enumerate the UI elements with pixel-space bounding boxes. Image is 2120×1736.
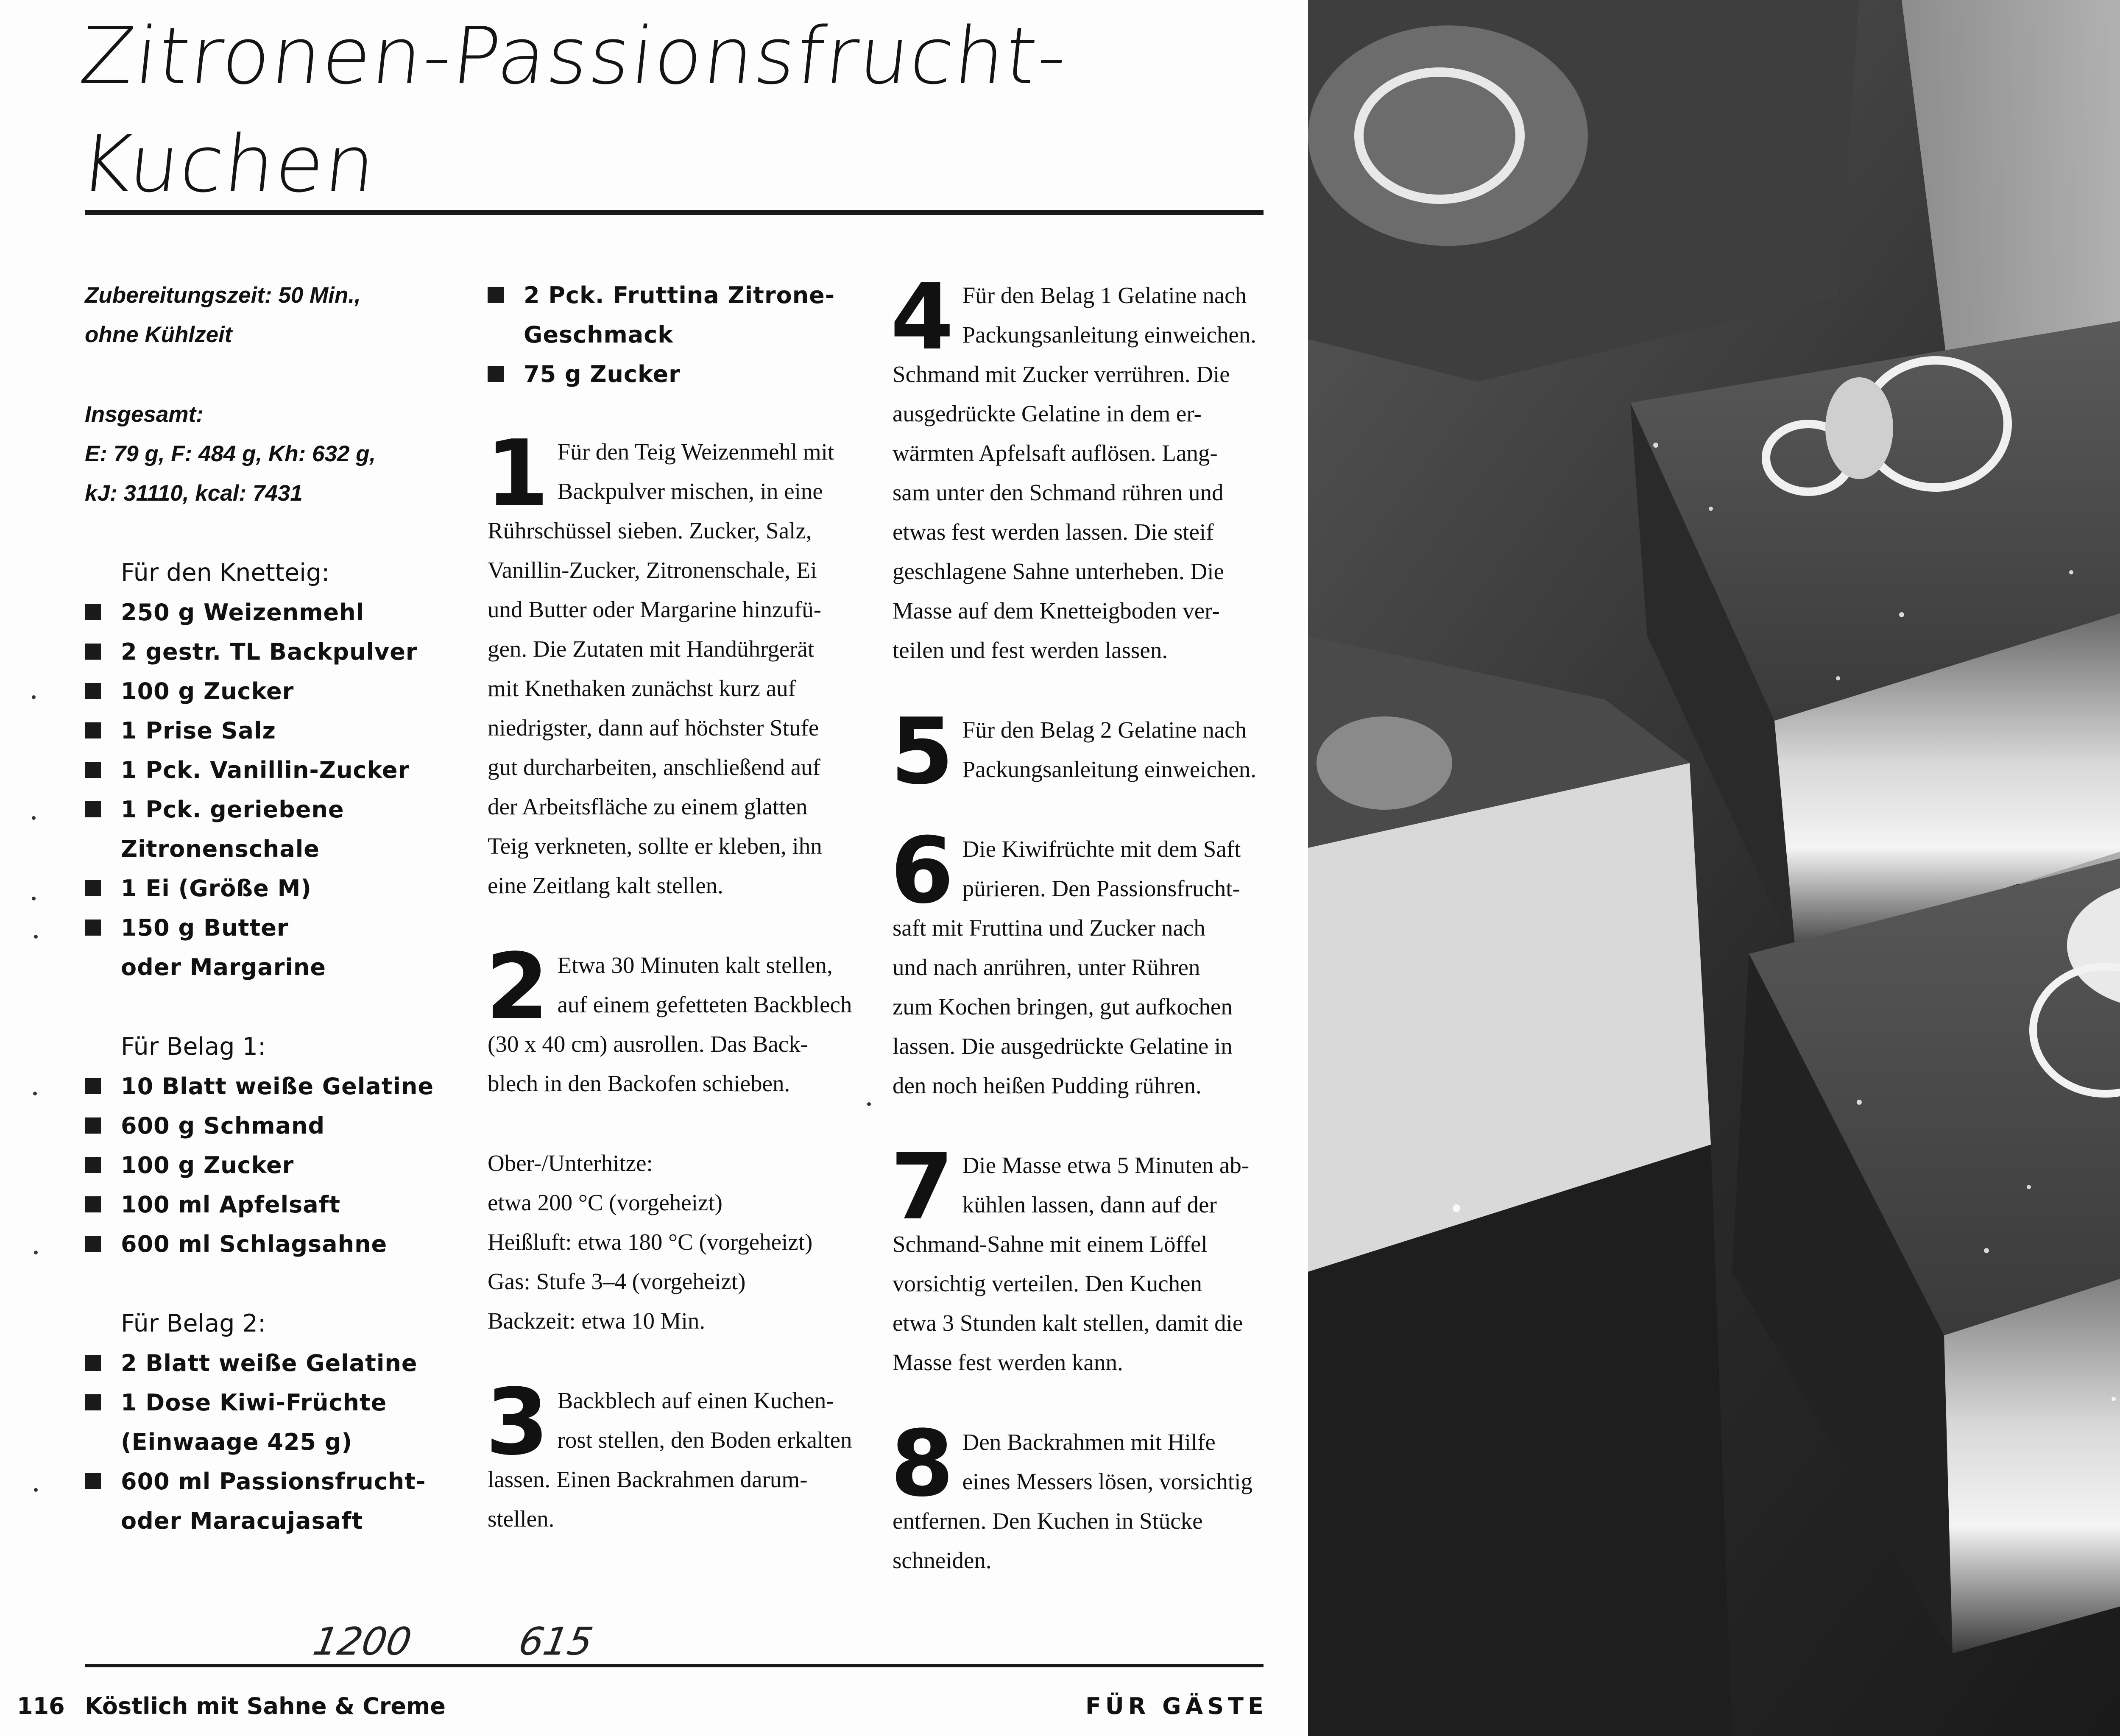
step-text-line: entfernen. Den Kuchen in Stücke [893, 1508, 1203, 1534]
ingredient-text: 100 g Zucker [121, 1152, 294, 1179]
step-text-line: Die Kiwifrüchte mit dem Saft [962, 836, 1241, 862]
ingredient-item [85, 908, 466, 987]
bullet-square-icon [85, 801, 101, 817]
step-text-line: gut durcharbeiten, anschließend auf [488, 754, 820, 780]
step-text-line: Masse auf dem Knetteigboden ver- [893, 598, 1220, 624]
steps-column-right [890, 264, 1274, 1620]
bullet-square-icon [85, 604, 101, 620]
step-text-line: sam unter den Schmand rühren und [893, 479, 1224, 505]
ingredient-group-heading: Für Belag 2: [121, 1310, 266, 1338]
step-text-line: etwas fest werden lassen. Die steif [893, 519, 1214, 545]
step-text-line: (30 x 40 cm) ausrollen. Das Back- [488, 1031, 809, 1057]
ingredient-item [85, 1067, 466, 1106]
ingredient-item [85, 672, 466, 711]
ingredient-text: 1 Pck. geriebene [121, 796, 344, 823]
nutrition-energy: kJ: 31110, kcal: 7431 [85, 481, 303, 506]
ingredient-text: 2 Blatt weiße Gelatine [121, 1350, 418, 1377]
step-text-line: zum Kochen bringen, gut aufkochen [893, 994, 1233, 1020]
ingredient-text: 2 Pck. Fruttina Zitrone- [524, 282, 835, 309]
step-8 [890, 1410, 1274, 1580]
step-text-line: Rührschüssel sieben. Zucker, Salz, [488, 518, 812, 543]
step-text-line: wärmten Apfelsaft auflösen. Lang- [893, 440, 1218, 466]
ingredient-item [85, 1462, 466, 1541]
step-text-line: saft mit Fruttina und Zucker nach [893, 915, 1205, 941]
step-text-line: mit Knethaken zunächst kurz auf [488, 675, 796, 701]
oven-line: etwa 200 °C (vorgeheizt) [488, 1190, 723, 1215]
ingredient-list [85, 1067, 466, 1264]
scan-speck [32, 695, 36, 699]
ingredients-column [85, 276, 466, 1541]
step-text-line: stellen. [488, 1506, 555, 1532]
step-text-line: eine Zeitlang kalt stellen. [488, 872, 723, 898]
step-3 [485, 1369, 869, 1538]
ingredient-list [85, 593, 466, 987]
step-7 [890, 1134, 1274, 1382]
bullet-square-icon [85, 1355, 101, 1371]
step-text-line: Packungsanleitung einweichen. [962, 756, 1257, 782]
step-text-line: Schmand mit Zucker verrühren. Die [893, 361, 1230, 387]
prep-time: Zubereitungszeit: 50 Min., [85, 283, 361, 308]
ingredient-item [85, 750, 466, 790]
ingredient-text: 600 ml Schlagsahne [121, 1231, 388, 1257]
step-text-line: vorsichtig verteilen. Den Kuchen [893, 1271, 1202, 1296]
step-text-line: etwa 3 Stunden kalt stellen, damit die [893, 1310, 1243, 1336]
ingredient-text: 250 g Weizenmehl [121, 599, 365, 626]
footer-rule [85, 1664, 1264, 1667]
step-1 [485, 420, 869, 905]
oven-line: Heißluft: etwa 180 °C (vorgeheizt) [488, 1229, 813, 1255]
ingredient-item [85, 593, 466, 632]
step-text-line: und nach anrühren, unter Rühren [893, 954, 1200, 980]
steps-block-3 [890, 264, 1274, 1580]
bullet-square-icon [488, 366, 504, 382]
step-text-line: und Butter oder Margarine hinzufü- [488, 596, 822, 622]
ingredient-text: 100 g Zucker [121, 678, 294, 705]
handwritten-note: 1200 [310, 1619, 415, 1664]
ingredient-item [85, 1383, 466, 1462]
step-text-line: gen. Die Zutaten mit Handührgerät [488, 636, 815, 662]
ingredient-text: 1 Dose Kiwi-Früchte [121, 1389, 387, 1416]
scan-speck [34, 935, 38, 939]
step-text-line: niedrigster, dann auf höchster Stufe [488, 715, 819, 741]
section-label: FÜR GÄSTE [1085, 1693, 1268, 1719]
step-text-line: schneiden. [893, 1547, 992, 1573]
ingredient-text: 1 Prise Salz [121, 717, 276, 744]
ingredient-text: 100 ml Apfelsaft [121, 1191, 341, 1218]
bullet-square-icon [85, 1236, 101, 1252]
oven-settings [488, 1143, 869, 1340]
steps-column-middle [485, 276, 869, 1579]
scan-speck [32, 897, 36, 900]
ingredient-list-continued [488, 276, 869, 394]
step-2 [485, 933, 869, 1103]
ingredient-item [85, 1185, 466, 1224]
ingredient-item [85, 1145, 466, 1185]
steps-block-1 [485, 420, 869, 1103]
nutrition-label: Insgesamt: [85, 402, 204, 427]
step-text-line: Die Masse etwa 5 Minuten ab- [962, 1152, 1250, 1178]
step-text-line: pürieren. Den Passionsfrucht- [962, 875, 1240, 901]
bullet-square-icon [85, 1157, 101, 1173]
handwritten-note: 615 [515, 1619, 597, 1664]
cake-photo [1308, 0, 2120, 1736]
bullet-square-icon [85, 644, 101, 660]
title-rule [85, 210, 1264, 215]
step-text-line: der Arbeitsfläche zu einem glatten [488, 794, 808, 819]
step-text-line: geschlagene Sahne unterheben. Die [893, 558, 1224, 584]
ingredient-item [85, 632, 466, 672]
ingredient-group-heading: Für den Knetteig: [121, 559, 330, 587]
scan-speck [32, 816, 36, 820]
bullet-square-icon [488, 287, 504, 303]
ingredient-item [85, 1224, 466, 1264]
step-4 [890, 264, 1274, 670]
step-text-line: lassen. Einen Backrahmen darum- [488, 1466, 808, 1492]
step-text-line: auf einem gefetteten Backblech [557, 992, 852, 1017]
step-5 [890, 698, 1274, 805]
step-text-line: Schmand-Sahne mit einem Löffel [893, 1231, 1208, 1257]
step-text-line: Masse fest werden kann. [893, 1349, 1123, 1375]
step-text-line: den noch heißen Pudding rühren. [893, 1073, 1202, 1098]
ingredient-text: 1 Ei (Größe M) [121, 875, 312, 902]
step-text-line: blech in den Backofen schieben. [488, 1070, 790, 1096]
step-text-line: Etwa 30 Minuten kalt stellen, [557, 952, 833, 978]
step-text-line: Packungsanleitung einweichen. [962, 322, 1257, 348]
ingredient-group-heading: Für Belag 1: [121, 1033, 266, 1061]
step-number: 7 [890, 1134, 954, 1240]
step-text-line: Backpulver mischen, in eine [557, 478, 823, 504]
step-number: 8 [890, 1410, 954, 1517]
step-text-line: lassen. Die ausgedrückte Gelatine in [893, 1033, 1233, 1059]
bullet-square-icon [85, 762, 101, 778]
step-text-line: Für den Teig Weizenmehl mit [557, 439, 834, 465]
ingredient-item [85, 1106, 466, 1145]
step-6 [890, 817, 1274, 1105]
ingredient-text: 2 gestr. TL Backpulver [121, 638, 418, 665]
bullet-square-icon [85, 1473, 101, 1489]
ingredient-groups [85, 553, 466, 1541]
ingredient-text: 10 Blatt weiße Gelatine [121, 1073, 434, 1100]
ingredient-list [85, 1343, 466, 1541]
prep-time-note: ohne Kühlzeit [85, 322, 232, 347]
ingredient-item [85, 790, 466, 869]
ingredient-text: 75 g Zucker [524, 361, 681, 387]
oven-line: Backzeit: etwa 10 Min. [488, 1308, 706, 1334]
ingredient-text: (Einwaage 425 g) [121, 1429, 353, 1455]
recipe-title-line-1: Zitronen-Passionsfrucht- [75, 10, 1072, 102]
bullet-square-icon [85, 1394, 101, 1410]
bullet-square-icon [85, 920, 101, 936]
step-number: 2 [485, 933, 549, 1040]
oven-line: Gas: Stufe 3–4 (vorgeheizt) [488, 1268, 746, 1294]
recipe-title-line-2: Kuchen [75, 118, 381, 210]
scan-speck [33, 1092, 37, 1095]
scan-speck [34, 1251, 38, 1254]
ingredient-item [488, 276, 869, 354]
bullet-square-icon [85, 1117, 101, 1134]
bullet-square-icon [85, 1196, 101, 1212]
step-number: 3 [485, 1369, 549, 1475]
step-text-line: eines Messers lösen, vorsichtig [962, 1468, 1252, 1494]
step-text-line: Für den Belag 2 Gelatine nach [962, 717, 1247, 743]
scan-speck [34, 1488, 38, 1492]
page-number: 116 [17, 1693, 65, 1719]
step-number: 1 [485, 420, 549, 527]
step-text-line: teilen und fest werden lassen. [893, 637, 1168, 663]
bullet-square-icon [85, 1078, 101, 1094]
step-text-line: ausgedrückte Gelatine in dem er- [893, 401, 1202, 426]
steps-block-2 [485, 1369, 869, 1538]
ingredient-text: 600 g Schmand [121, 1112, 325, 1139]
ingredient-text: 600 ml Passionsfrucht- [121, 1468, 426, 1495]
step-text-line: kühlen lassen, dann auf der [962, 1192, 1217, 1218]
step-text-line: Für den Belag 1 Gelatine nach [962, 282, 1247, 308]
bullet-square-icon [85, 722, 101, 738]
ingredient-item [85, 869, 466, 908]
step-text-line: Backblech auf einen Kuchen- [557, 1388, 834, 1413]
ingredient-item [488, 354, 869, 394]
ingredient-text: Geschmack [524, 321, 674, 348]
ingredient-item [85, 1343, 466, 1383]
scan-speck [867, 1102, 871, 1106]
oven-line: Ober-/Unterhitze: [488, 1150, 653, 1176]
step-number: 4 [890, 264, 954, 370]
step-text-line: Vanillin-Zucker, Zitronenschale, Ei [488, 557, 817, 583]
bullet-square-icon [85, 683, 101, 699]
ingredient-text: Zitronenschale [121, 836, 320, 862]
step-text-line: Teig verkneten, sollte er kleben, ihn [488, 833, 822, 859]
ingredient-text: oder Maracujasaft [121, 1508, 363, 1534]
book-title: Köstlich mit Sahne & Creme [85, 1693, 446, 1719]
bullet-square-icon [85, 880, 101, 896]
nutrition-values: E: 79 g, F: 484 g, Kh: 632 g, [85, 441, 376, 466]
ingredient-text: 150 g Butter [121, 914, 289, 941]
step-text-line: Den Backrahmen mit Hilfe [962, 1429, 1216, 1455]
step-number: 5 [890, 698, 954, 805]
ingredient-text: oder Margarine [121, 954, 326, 981]
ingredient-text: 1 Pck. Vanillin-Zucker [121, 757, 410, 783]
ingredient-item [85, 711, 466, 750]
step-text-line: rost stellen, den Boden erkalten [557, 1427, 852, 1453]
cake-photo-image [1308, 0, 2120, 1736]
step-number: 6 [890, 817, 954, 924]
